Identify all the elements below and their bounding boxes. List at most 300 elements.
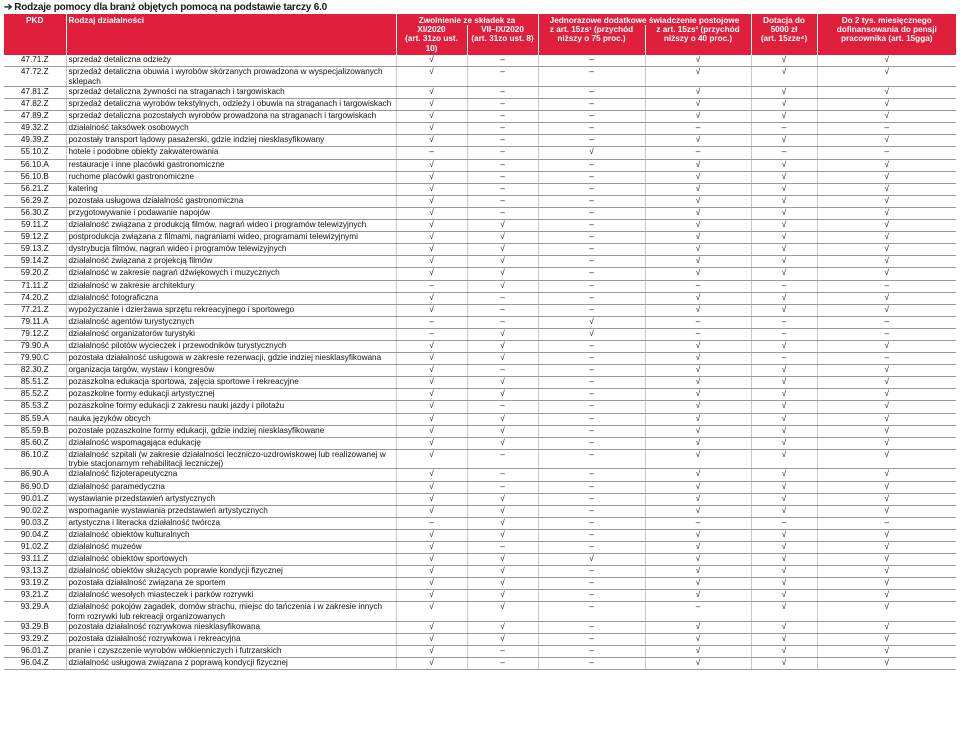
activity-name: działalność wspomagająca edukację [66, 437, 396, 449]
header-jednorazowe: Jednorazowe dodatkowe świadczenie postojowe [538, 14, 751, 25]
pkd-code: 79.11.A [4, 316, 66, 328]
postojowe-a-cell: – [538, 602, 645, 622]
zw-vii-cell: √ [467, 437, 538, 449]
table-row [4, 304, 956, 316]
pkd-code: 96.04.Z [4, 658, 66, 670]
table-row [4, 529, 956, 541]
pkd-code: 85.59.A [4, 413, 66, 425]
dotacja-cell: – [751, 353, 817, 365]
activity-name: organizacja targów, wystaw i kongresów [66, 365, 396, 377]
pkd-code: 85.53.Z [4, 401, 66, 413]
zw-vii-cell: – [467, 123, 538, 135]
dotacja-cell: √ [751, 304, 817, 316]
table-row [4, 646, 956, 658]
zw-vii-cell: √ [467, 505, 538, 517]
zw-vii-cell: – [467, 304, 538, 316]
pkd-code: 85.60.Z [4, 437, 66, 449]
table-row [4, 590, 956, 602]
zw-xi-cell: √ [396, 646, 467, 658]
postojowe-b-cell: √ [645, 437, 751, 449]
postojowe-b-cell: √ [645, 292, 751, 304]
dotacja-cell: √ [751, 634, 817, 646]
activity-name: działalność usługowa związana z poprawą kondycji fizycznej [66, 658, 396, 670]
table-row [4, 195, 956, 207]
table-row [4, 566, 956, 578]
zw-xi-cell: – [396, 280, 467, 292]
postojowe-a-cell: – [538, 646, 645, 658]
dofinansowanie-cell: √ [817, 413, 956, 425]
table-row [4, 413, 956, 425]
postojowe-a-cell: – [538, 353, 645, 365]
postojowe-b-cell: √ [645, 566, 751, 578]
dotacja-cell: – [751, 147, 817, 159]
postojowe-b-cell: – [645, 123, 751, 135]
table-row [4, 159, 956, 171]
activity-name: działalność szpitali (w zakresie działalności leczniczo-uzdrowiskowej lub realizowanej w trybie stacjonarnym rehabilitacji leczniczej) [66, 449, 396, 469]
table-row [4, 505, 956, 517]
dofinansowanie-cell: – [817, 517, 956, 529]
dotacja-cell: √ [751, 268, 817, 280]
dofinansowanie-cell: √ [817, 449, 956, 469]
dotacja-cell: √ [751, 207, 817, 219]
table-row [4, 578, 956, 590]
activity-name: przygotowywanie i podawanie napojów [66, 207, 396, 219]
zw-xi-cell: √ [396, 437, 467, 449]
pkd-code: 59.13.Z [4, 244, 66, 256]
table-row [4, 183, 956, 195]
dofinansowanie-cell: √ [817, 590, 956, 602]
zw-xi-cell: √ [396, 590, 467, 602]
postojowe-a-cell: √ [538, 316, 645, 328]
table-row [4, 353, 956, 365]
dofinansowanie-cell: √ [817, 232, 956, 244]
header-rodzaj: Rodzaj działalności [66, 14, 396, 55]
pkd-code: 93.19.Z [4, 578, 66, 590]
zw-vii-cell: – [467, 646, 538, 658]
postojowe-b-cell: √ [645, 590, 751, 602]
zw-vii-cell: √ [467, 244, 538, 256]
postojowe-b-cell: √ [645, 646, 751, 658]
dofinansowanie-cell: – [817, 280, 956, 292]
zw-vii-cell: √ [467, 425, 538, 437]
dofinansowanie-cell: √ [817, 401, 956, 413]
table-row [4, 207, 956, 219]
dofinansowanie-cell: – [817, 123, 956, 135]
pkd-code: 71.11.Z [4, 280, 66, 292]
table-row [4, 541, 956, 553]
zw-xi-cell: √ [396, 195, 467, 207]
table-row [4, 292, 956, 304]
dofinansowanie-cell: √ [817, 529, 956, 541]
pkd-code: 56.29.Z [4, 195, 66, 207]
zw-xi-cell: √ [396, 622, 467, 634]
dofinansowanie-cell: – [817, 328, 956, 340]
zw-xi-cell: √ [396, 268, 467, 280]
dotacja-cell: √ [751, 590, 817, 602]
zw-xi-cell: √ [396, 401, 467, 413]
zw-xi-cell: √ [396, 578, 467, 590]
postojowe-b-cell: √ [645, 413, 751, 425]
zw-vii-cell: √ [467, 493, 538, 505]
table-row [4, 87, 956, 99]
activity-name: działalność obiektów sportowych [66, 554, 396, 566]
activity-name: pozostała działalność usługowa w zakresie rezerwacji, gdzie indziej niesklasyfikowana [66, 353, 396, 365]
table-row [4, 123, 956, 135]
zw-vii-cell: – [467, 365, 538, 377]
zw-vii-cell: √ [467, 389, 538, 401]
postojowe-a-cell: – [538, 365, 645, 377]
postojowe-a-cell: – [538, 566, 645, 578]
pkd-code: 86.10.Z [4, 449, 66, 469]
pkd-code: 79.12.Z [4, 328, 66, 340]
dofinansowanie-cell: √ [817, 554, 956, 566]
dofinansowanie-cell: √ [817, 268, 956, 280]
dotacja-cell: √ [751, 602, 817, 622]
table-row [4, 622, 956, 634]
zw-xi-cell: √ [396, 99, 467, 111]
header-dofinansowanie: Do 2 tys. miesięcznego dofinansowania do pensji pracownika (art. 15gga) [817, 14, 956, 55]
zw-vii-cell: – [467, 99, 538, 111]
postojowe-a-cell: – [538, 244, 645, 256]
dotacja-cell: √ [751, 67, 817, 87]
activity-name: działalność związana z produkcją filmów, nagrań wideo i programów telewizyjnych [66, 220, 396, 232]
activity-name: pozostały transport lądowy pasażerski, gdzie indziej niesklasyfikowany [66, 135, 396, 147]
postojowe-b-cell: √ [645, 183, 751, 195]
table-row [4, 328, 956, 340]
pkd-code: 86.90.A [4, 469, 66, 481]
zw-xi-cell: √ [396, 292, 467, 304]
activity-name: restauracje i inne placówki gastronomiczne [66, 159, 396, 171]
arrow-icon: ➔ [4, 2, 13, 13]
postojowe-a-cell: √ [538, 147, 645, 159]
zw-xi-cell: √ [396, 493, 467, 505]
table-row [4, 554, 956, 566]
postojowe-b-cell: √ [645, 232, 751, 244]
dotacja-cell: √ [751, 413, 817, 425]
postojowe-a-cell: – [538, 256, 645, 268]
dotacja-cell: √ [751, 183, 817, 195]
table-row [4, 232, 956, 244]
dotacja-cell: √ [751, 389, 817, 401]
pkd-code: 86.90.D [4, 481, 66, 493]
dofinansowanie-cell: √ [817, 183, 956, 195]
dofinansowanie-cell: √ [817, 365, 956, 377]
postojowe-b-cell: √ [645, 268, 751, 280]
table-row [4, 481, 956, 493]
pkd-code: 59.12.Z [4, 232, 66, 244]
activity-name: pozostała działalność rozrywkowa niesklasyfikowana [66, 622, 396, 634]
dotacja-cell: √ [751, 529, 817, 541]
dofinansowanie-cell: √ [817, 171, 956, 183]
zw-xi-cell: √ [396, 87, 467, 99]
table-row [4, 425, 956, 437]
zw-vii-cell: √ [467, 256, 538, 268]
activity-name: działalność obiektów kulturalnych [66, 529, 396, 541]
dotacja-cell: √ [751, 578, 817, 590]
table-row [4, 256, 956, 268]
table-row [4, 517, 956, 529]
table-row [4, 634, 956, 646]
table-row [4, 340, 956, 352]
postojowe-b-cell: √ [645, 304, 751, 316]
postojowe-a-cell: – [538, 280, 645, 292]
postojowe-b-cell: √ [645, 529, 751, 541]
postojowe-b-cell: √ [645, 87, 751, 99]
postojowe-a-cell: – [538, 469, 645, 481]
pkd-code: 47.89.Z [4, 111, 66, 123]
zw-xi-cell: √ [396, 135, 467, 147]
pkd-code: 79.90.C [4, 353, 66, 365]
dotacja-cell: – [751, 280, 817, 292]
dotacja-cell: √ [751, 232, 817, 244]
activity-name: pozostała usługowa działalność gastronomiczna [66, 195, 396, 207]
postojowe-a-cell: – [538, 207, 645, 219]
dofinansowanie-cell: √ [817, 304, 956, 316]
dotacja-cell: √ [751, 622, 817, 634]
activity-name: pozostałe pozaszkolne formy edukacji, gdzie indziej niesklasyfikowane [66, 425, 396, 437]
activity-name: wystawianie przedstawień artystycznych [66, 493, 396, 505]
zw-vii-cell: √ [467, 268, 538, 280]
postojowe-b-cell: √ [645, 622, 751, 634]
table-row [4, 147, 956, 159]
zw-vii-cell: √ [467, 622, 538, 634]
pkd-code: 56.30.Z [4, 207, 66, 219]
pkd-code: 59.14.Z [4, 256, 66, 268]
table-row [4, 437, 956, 449]
dotacja-cell: √ [751, 195, 817, 207]
dofinansowanie-cell: √ [817, 256, 956, 268]
postojowe-b-cell: √ [645, 469, 751, 481]
dofinansowanie-cell: √ [817, 425, 956, 437]
zw-vii-cell: – [467, 541, 538, 553]
postojowe-b-cell: √ [645, 401, 751, 413]
activity-name: dystrybucja filmów, nagrań wideo i programów telewizyjnych [66, 244, 396, 256]
dofinansowanie-cell: √ [817, 87, 956, 99]
activity-name: nauka języków obcych [66, 413, 396, 425]
activity-name: sprzedaż detaliczna obuwia i wyrobów skórzanych prowadzona w wyspecjalizowanych sklepach [66, 67, 396, 87]
dofinansowanie-cell: √ [817, 578, 956, 590]
dotacja-cell: √ [751, 449, 817, 469]
activity-name: pozostała działalność związana ze sportem [66, 578, 396, 590]
zw-xi-cell: √ [396, 207, 467, 219]
zw-vii-cell: – [467, 292, 538, 304]
dofinansowanie-cell: √ [817, 658, 956, 670]
activity-name: artystyczna i literacka działalność twórcza [66, 517, 396, 529]
dofinansowanie-cell: √ [817, 389, 956, 401]
postojowe-b-cell: √ [645, 159, 751, 171]
activity-name: pranie i czyszczenie wyrobów włókienniczych i futrzarskich [66, 646, 396, 658]
postojowe-a-cell: – [538, 111, 645, 123]
postojowe-a-cell: – [538, 220, 645, 232]
dofinansowanie-cell: √ [817, 505, 956, 517]
zw-vii-cell: √ [467, 377, 538, 389]
postojowe-b-cell: √ [645, 505, 751, 517]
postojowe-b-cell: √ [645, 449, 751, 469]
dotacja-cell: √ [751, 505, 817, 517]
header-zw-vii: VII–IX/2020 (art. 31zo ust. 8) [467, 25, 538, 55]
postojowe-b-cell: √ [645, 340, 751, 352]
dotacja-cell: √ [751, 469, 817, 481]
pkd-code: 90.03.Z [4, 517, 66, 529]
activity-name: działalność związana z projekcją filmów [66, 256, 396, 268]
dotacja-cell: √ [751, 87, 817, 99]
postojowe-b-cell: √ [645, 99, 751, 111]
dotacja-cell: √ [751, 377, 817, 389]
table-row [4, 268, 956, 280]
activity-name: sprzedaż detaliczna odzieży [66, 55, 396, 67]
pkd-code: 59.11.Z [4, 220, 66, 232]
postojowe-a-cell: – [538, 67, 645, 87]
postojowe-b-cell: √ [645, 244, 751, 256]
activity-name: sprzedaż detaliczna wyrobów tekstylnych, odzieży i obuwia na straganach i targowiskach [66, 99, 396, 111]
dofinansowanie-cell: √ [817, 481, 956, 493]
zw-vii-cell: √ [467, 413, 538, 425]
dotacja-cell: – [751, 316, 817, 328]
zw-xi-cell: √ [396, 220, 467, 232]
table-title [4, 2, 327, 13]
postojowe-b-cell: – [645, 147, 751, 159]
postojowe-a-cell: – [538, 292, 645, 304]
activity-name: pozaszkolna edukacja sportowa, zajęcia sportowe i rekreacyjne [66, 377, 396, 389]
zw-xi-cell: √ [396, 365, 467, 377]
zw-vii-cell: – [467, 159, 538, 171]
zw-vii-cell: – [467, 147, 538, 159]
dofinansowanie-cell: √ [817, 99, 956, 111]
table-title-text: Rodzaje pomocy dla branż objętych pomocą na podstawie tarczy 6.0 [14, 2, 328, 13]
zw-vii-cell: – [467, 183, 538, 195]
table-row [4, 449, 956, 469]
dotacja-cell: √ [751, 111, 817, 123]
dofinansowanie-cell: √ [817, 67, 956, 87]
table-row [4, 365, 956, 377]
zw-xi-cell: √ [396, 183, 467, 195]
dotacja-cell: √ [751, 340, 817, 352]
dotacja-cell: √ [751, 244, 817, 256]
postojowe-b-cell: √ [645, 365, 751, 377]
table-row [4, 493, 956, 505]
dotacja-cell: √ [751, 135, 817, 147]
zw-vii-cell: – [467, 135, 538, 147]
postojowe-b-cell: √ [645, 111, 751, 123]
zw-xi-cell: √ [396, 256, 467, 268]
pkd-code: 77.21.Z [4, 304, 66, 316]
dofinansowanie-cell: √ [817, 244, 956, 256]
zw-xi-cell: √ [396, 554, 467, 566]
zw-xi-cell: √ [396, 389, 467, 401]
zw-xi-cell: √ [396, 505, 467, 517]
zw-xi-cell: – [396, 517, 467, 529]
dotacja-cell: √ [751, 365, 817, 377]
header-postojowe-b: z art. 15zs² (przychód niższy o 40 proc.) [645, 25, 751, 55]
zw-vii-cell: √ [467, 340, 538, 352]
table-row [4, 602, 956, 622]
activity-name: wspomaganie wystawiania przedstawień artystycznych [66, 505, 396, 517]
table-row [4, 377, 956, 389]
zw-xi-cell: √ [396, 353, 467, 365]
dotacja-cell: √ [751, 658, 817, 670]
table-row [4, 99, 956, 111]
postojowe-a-cell: – [538, 622, 645, 634]
zw-vii-cell: √ [467, 566, 538, 578]
zw-vii-cell: – [467, 449, 538, 469]
header-postojowe-a: z art. 15zs¹ (przychód niższy o 75 proc.) [538, 25, 645, 55]
dotacja-cell: √ [751, 554, 817, 566]
pkd-code: 47.82.Z [4, 99, 66, 111]
activity-name: ruchome placówki gastronomiczne [66, 171, 396, 183]
pkd-code: 85.59.B [4, 425, 66, 437]
header-zw-xi: XI/2020 (art. 31zo ust. 10) [396, 25, 467, 55]
postojowe-b-cell: √ [645, 425, 751, 437]
zw-vii-cell: – [467, 658, 538, 670]
dofinansowanie-cell: – [817, 147, 956, 159]
zw-xi-cell: √ [396, 340, 467, 352]
zw-vii-cell: √ [467, 232, 538, 244]
table-row [4, 280, 956, 292]
postojowe-a-cell: – [538, 135, 645, 147]
table-row [4, 389, 956, 401]
zw-vii-cell: √ [467, 328, 538, 340]
dotacja-cell: √ [751, 292, 817, 304]
pkd-code: 93.13.Z [4, 566, 66, 578]
dofinansowanie-cell: √ [817, 634, 956, 646]
dofinansowanie-cell: √ [817, 541, 956, 553]
zw-xi-cell: √ [396, 304, 467, 316]
zw-vii-cell: – [467, 207, 538, 219]
dotacja-cell: √ [751, 493, 817, 505]
table-row [4, 658, 956, 670]
postojowe-a-cell: – [538, 195, 645, 207]
activity-name: działalność fizjoterapeutyczna [66, 469, 396, 481]
zw-xi-cell: √ [396, 244, 467, 256]
table-row [4, 244, 956, 256]
dotacja-cell: √ [751, 646, 817, 658]
postojowe-a-cell: – [538, 517, 645, 529]
zw-xi-cell: √ [396, 658, 467, 670]
postojowe-a-cell: – [538, 505, 645, 517]
postojowe-b-cell: √ [645, 481, 751, 493]
zw-vii-cell: √ [467, 554, 538, 566]
table-row [4, 55, 956, 67]
postojowe-b-cell: – [645, 602, 751, 622]
dofinansowanie-cell: √ [817, 55, 956, 67]
zw-xi-cell: √ [396, 377, 467, 389]
zw-xi-cell: √ [396, 159, 467, 171]
postojowe-a-cell: – [538, 481, 645, 493]
postojowe-a-cell: – [538, 268, 645, 280]
zw-xi-cell: √ [396, 111, 467, 123]
activity-name: sprzedaż detaliczna pozostałych wyrobów prowadzona na straganach i targowiskach [66, 111, 396, 123]
pkd-code: 93.29.B [4, 622, 66, 634]
dofinansowanie-cell: √ [817, 135, 956, 147]
activity-name: działalność obiektów służących poprawie kondycji fizycznej [66, 566, 396, 578]
pkd-code: 90.01.Z [4, 493, 66, 505]
activity-name: działalność muzeów [66, 541, 396, 553]
pkd-code: 93.29.A [4, 602, 66, 622]
dofinansowanie-cell: √ [817, 377, 956, 389]
activity-name: działalność pilotów wycieczek i przewodników turystycznych [66, 340, 396, 352]
zw-xi-cell: √ [396, 123, 467, 135]
postojowe-b-cell: √ [645, 658, 751, 670]
zw-xi-cell: √ [396, 634, 467, 646]
zw-vii-cell: – [467, 469, 538, 481]
activity-name: działalność pokojów zagadek, domów strachu, miejsc do tańczenia i w zakresie innych form rozrywki lub rekreacji organizowanych [66, 602, 396, 622]
zw-vii-cell: √ [467, 634, 538, 646]
activity-name: hotele i podobne obiekty zakwaterowania [66, 147, 396, 159]
zw-vii-cell: – [467, 67, 538, 87]
zw-vii-cell: √ [467, 353, 538, 365]
dotacja-cell: √ [751, 481, 817, 493]
dotacja-cell: √ [751, 256, 817, 268]
